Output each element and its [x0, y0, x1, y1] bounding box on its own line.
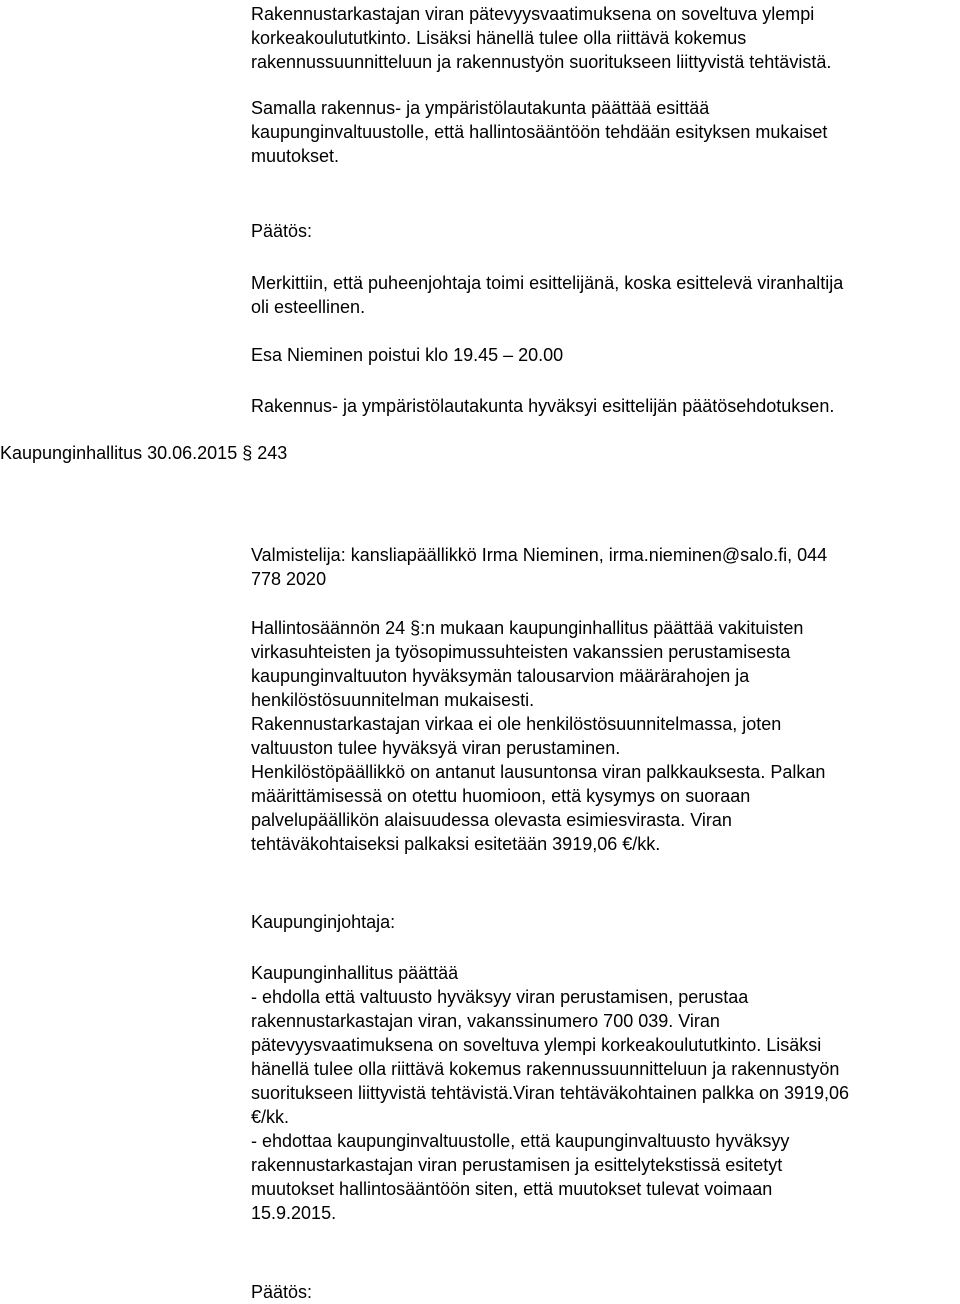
- text-line: Valmistelija: kansliapäällikkö Irma Nieminen, irma.nieminen@salo.fi, 044: [251, 545, 828, 565]
- text-line: palvelupäällikön alaisuudessa olevasta esimiesvirasta. Viran: [251, 810, 732, 830]
- text-line: Rakennustarkastajan virkaa ei ole henkilöstösuunnitelmassa, joten: [251, 714, 782, 734]
- text-line: korkeakoulututkinto. Lisäksi hänellä tulee olla riittävä kokemus: [251, 28, 747, 48]
- meeting-header: Kaupunginhallitus 30.06.2015 § 243: [0, 443, 288, 463]
- text-line: Merkittiin, että puheenjohtaja toimi esittelijänä, koska esittelevä viranhaltija: [251, 273, 844, 293]
- text-line: muutokset hallintosääntöön siten, että muutokset tulevat voimaan: [251, 1179, 773, 1199]
- approval-note: Rakennus- ja ympäristölautakunta hyväksyi esittelijän päätösehdotuksen.: [251, 396, 835, 416]
- text-line: €/kk.: [251, 1107, 290, 1127]
- text-line: tehtäväkohtaiseksi palkaksi esitetään 3919,06 €/kk.: [251, 834, 661, 854]
- departure-note: Esa Nieminen poistui klo 19.45 – 20.00: [251, 345, 564, 365]
- text-line: Samalla rakennus- ja ympäristölautakunta päättää esittää: [251, 98, 710, 118]
- text-line: henkilöstösuunnitelman mukaisesti.: [251, 690, 535, 710]
- text-line: Kaupunginhallitus päättää: [251, 963, 459, 983]
- text-line: oli esteellinen.: [251, 297, 366, 317]
- text-line: - ehdottaa kaupunginvaltuustolle, että kaupunginvaltuusto hyväksyy: [251, 1131, 790, 1151]
- text-line: hänellä tulee olla riittävä kokemus rakennussuunnitteluun ja rakennustyön: [251, 1059, 840, 1079]
- text-line: - ehdolla että valtuusto hyväksyy viran perustamisen, perustaa: [251, 987, 749, 1007]
- proposal-label: Kaupunginjohtaja:: [251, 912, 396, 932]
- text-line: Rakennustarkastajan viran pätevyysvaatimuksena on soveltuva ylempi: [251, 4, 815, 24]
- text-line: määrittämisessä on otettu huomioon, että kysymys on suoraan: [251, 786, 751, 806]
- text-line: Hallintosäännön 24 §:n mukaan kaupunginhallitus päättää vakituisten: [251, 618, 804, 638]
- text-line: pätevyysvaatimuksena on soveltuva ylempi korkeakoulututkinto. Lisäksi: [251, 1035, 822, 1055]
- text-line: kaupunginvaltuuton hyväksymän talousarvion määrärahojen ja: [251, 666, 750, 686]
- text-line: Henkilöstöpäällikkö on antanut lausuntonsa viran palkkauksesta. Palkan: [251, 762, 826, 782]
- text-line: muutokset.: [251, 146, 340, 166]
- preparer-info: [251, 543, 956, 591]
- text-line: virkasuhteisten ja työsopimussuhteisten vakanssien perustamisesta: [251, 642, 791, 662]
- text-line: 778 2020: [251, 569, 327, 589]
- paragraph-chair-note: [251, 271, 956, 319]
- text-line: suoritukseen liittyvistä tehtävistä.Viran tehtäväkohtainen palkka on 3919,06: [251, 1083, 850, 1103]
- paragraph-explanation: [251, 616, 956, 856]
- text-line: rakennustarkastajan viran perustamisen ja esittelytekstissä esitetyt: [251, 1155, 783, 1175]
- decision-label: Päätös:: [251, 221, 313, 241]
- paragraph-board-proposal: [251, 96, 956, 168]
- text-line: valtuuston tulee hyväksyä viran perustaminen.: [251, 738, 621, 758]
- text-line: 15.9.2015.: [251, 1203, 337, 1223]
- paragraph-qualification: [251, 2, 956, 74]
- text-line: kaupunginvaltuustolle, että hallintosääntöön tehdään esityksen mukaiset: [251, 122, 828, 142]
- decision-label-final: Päätös:: [251, 1282, 313, 1302]
- text-line: rakennussuunnitteluun ja rakennustyön suoritukseen liittyvistä tehtävistä.: [251, 52, 832, 72]
- text-line: rakennustarkastajan viran, vakanssinumero 700 039. Viran: [251, 1011, 720, 1031]
- paragraph-proposal: [251, 961, 956, 1225]
